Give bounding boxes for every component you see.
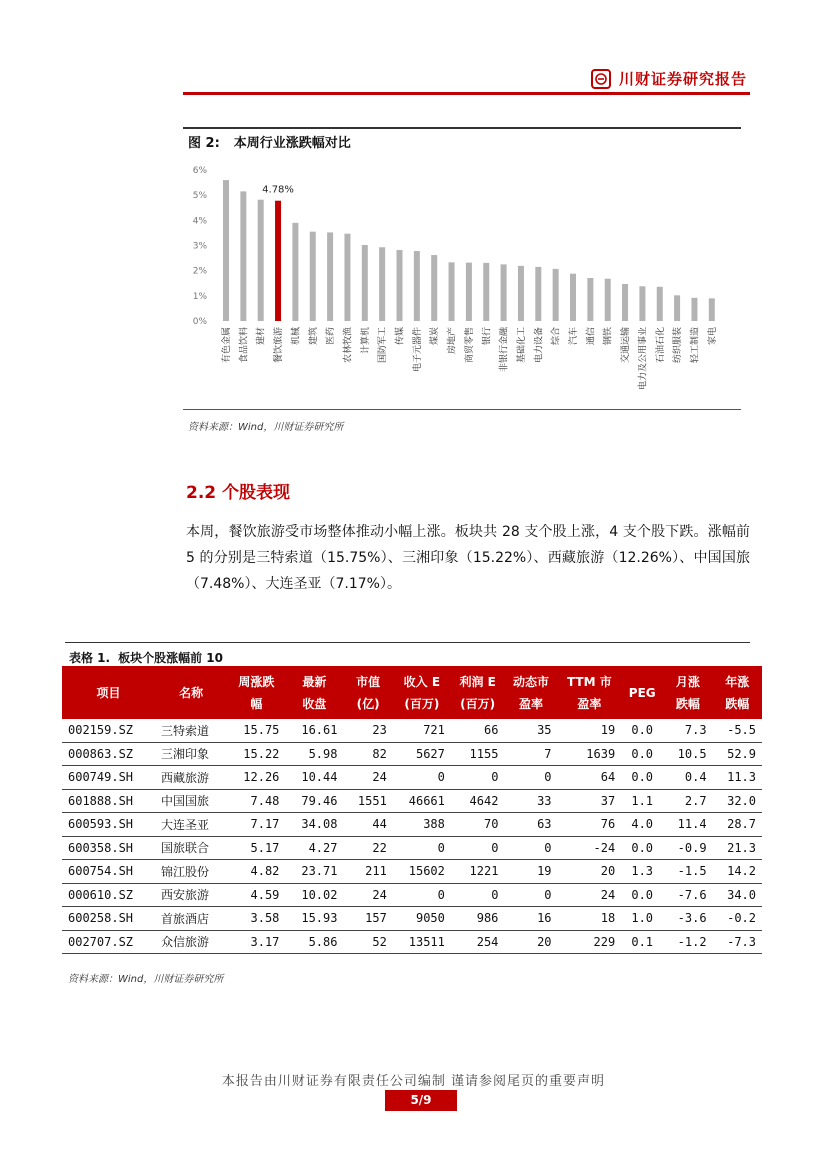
- table-cell: 002159.SZ: [62, 719, 155, 742]
- x-category-label: 农林牧渔: [343, 327, 354, 364]
- table-cell: 21.3: [713, 836, 762, 860]
- table-cell: 首旅酒店: [155, 907, 227, 931]
- table-caption: [69, 649, 223, 666]
- table-cell: 19: [504, 860, 557, 884]
- x-category-label: 医药: [326, 327, 337, 346]
- table-header-row: [62, 666, 762, 719]
- bar-18: [518, 266, 524, 321]
- bar-5: [292, 223, 298, 321]
- table-cell: 7.17: [227, 813, 285, 837]
- y-tick-label: 4%: [192, 216, 207, 227]
- x-category-label: 通信: [586, 327, 597, 346]
- table-cell: 52.9: [713, 742, 762, 766]
- table-cell: 0: [504, 766, 557, 790]
- table-cell: 52: [343, 930, 392, 954]
- table-cell: 4.82: [227, 860, 285, 884]
- table-cell: 13511: [393, 930, 451, 954]
- table-cell: 22: [343, 836, 392, 860]
- table-cell: 33: [504, 789, 557, 813]
- table-cell: 002707.SZ: [62, 930, 155, 954]
- column-header: 利润 E (百万): [451, 666, 505, 719]
- table-cell: 0: [504, 883, 557, 907]
- table-cell: 11.4: [663, 813, 712, 837]
- x-category-label: 电力及公用事业: [638, 327, 649, 391]
- table-cell: 西藏旅游: [155, 766, 227, 790]
- bar-11: [397, 250, 403, 321]
- table-cell: 79.46: [285, 789, 343, 813]
- table-cell: 1155: [451, 742, 505, 766]
- brand-title: 川财证券研究报告: [618, 70, 747, 88]
- table-cell: 37: [558, 789, 622, 813]
- table-cell: 46661: [393, 789, 451, 813]
- table-cell: 20: [504, 930, 557, 954]
- x-category-label: 国防军工: [378, 327, 389, 364]
- table-cell: 23.71: [285, 860, 343, 884]
- table-cell: -1.2: [663, 930, 712, 954]
- column-header: 市值 (亿): [343, 666, 392, 719]
- x-category-label: 电子元器件: [412, 327, 423, 373]
- table-cell: 西安旅游: [155, 883, 227, 907]
- table-cell: 1221: [451, 860, 505, 884]
- table-cell: 15.93: [285, 907, 343, 931]
- table-cell: 5.86: [285, 930, 343, 954]
- table-source: 资料来源：Wind，川财证券研究所: [68, 974, 224, 985]
- table-cell: 10.44: [285, 766, 343, 790]
- y-tick-label: 5%: [192, 191, 207, 202]
- table-cell: 35: [504, 719, 557, 742]
- table-cell: 600754.SH: [62, 860, 155, 884]
- table-row: [62, 836, 762, 860]
- table-cell: -1.5: [663, 860, 712, 884]
- bar-29: [709, 298, 715, 321]
- x-category-label: 计算机: [360, 327, 371, 355]
- table-cell: 三湘印象: [155, 742, 227, 766]
- x-category-label: 交通运输: [621, 327, 632, 364]
- bar-20: [553, 269, 559, 321]
- table-cell: 24: [343, 766, 392, 790]
- figure-caption: [188, 132, 351, 151]
- page-number: 5/9: [385, 1090, 457, 1111]
- bar-13: [431, 255, 437, 321]
- table-cell: 5627: [393, 742, 451, 766]
- bar-26: [657, 287, 663, 321]
- table-cell: 600358.SH: [62, 836, 155, 860]
- figure-title: 本周行业涨跌幅对比: [233, 136, 351, 151]
- table-row: [62, 907, 762, 931]
- table-cell: 0.0: [621, 883, 663, 907]
- table-cell: 5.17: [227, 836, 285, 860]
- column-header: 周涨跌 幅: [227, 666, 285, 719]
- x-category-label: 食品饮料: [239, 327, 250, 364]
- x-category-label: 家电: [707, 327, 718, 346]
- table-cell: 000863.SZ: [62, 742, 155, 766]
- table-cell: 66: [451, 719, 505, 742]
- table-cell: 18: [558, 907, 622, 931]
- bar-8: [344, 234, 350, 321]
- table-cell: 1.0: [621, 907, 663, 931]
- table-cell: 24: [558, 883, 622, 907]
- table-cell: 000610.SZ: [62, 883, 155, 907]
- table-cell: 三特索道: [155, 719, 227, 742]
- table-cell: 70: [451, 813, 505, 837]
- bar-15: [466, 263, 472, 321]
- table-cell: 15602: [393, 860, 451, 884]
- x-category-label: 煤炭: [430, 327, 441, 346]
- table-row: [62, 813, 762, 837]
- bar-16: [483, 263, 489, 321]
- report-header: [591, 68, 747, 89]
- bar-21: [570, 274, 576, 321]
- table-cell: 1.3: [621, 860, 663, 884]
- table-cell: 7.3: [663, 719, 712, 742]
- table-cell: 600593.SH: [62, 813, 155, 837]
- table-cell: 10.5: [663, 742, 712, 766]
- table-cell: 28.7: [713, 813, 762, 837]
- table-cell: 7.48: [227, 789, 285, 813]
- table-cell: 229: [558, 930, 622, 954]
- table-cell: 1551: [343, 789, 392, 813]
- column-header: TTM 市 盈率: [558, 666, 622, 719]
- table-row: [62, 789, 762, 813]
- table-cell: -0.2: [713, 907, 762, 931]
- bar-24: [622, 284, 628, 321]
- x-category-label: 餐饮旅游: [274, 327, 285, 364]
- table-cell: -0.9: [663, 836, 712, 860]
- table-cell: 4.0: [621, 813, 663, 837]
- table-cell: 0.0: [621, 766, 663, 790]
- table-cell: 20: [558, 860, 622, 884]
- table-cell: 76: [558, 813, 622, 837]
- column-header: 项目: [62, 666, 155, 719]
- x-category-label: 钢铁: [603, 327, 614, 346]
- x-category-label: 房地产: [447, 327, 458, 355]
- table-cell: 32.0: [713, 789, 762, 813]
- table-cell: 0.0: [621, 719, 663, 742]
- bar-9: [362, 245, 368, 321]
- column-header: 最新 收盘: [285, 666, 343, 719]
- table-cell: 34.0: [713, 883, 762, 907]
- top-stocks-table: [62, 666, 762, 954]
- y-tick-label: 2%: [192, 266, 207, 277]
- table-cell: 0: [504, 836, 557, 860]
- table-cell: 23: [343, 719, 392, 742]
- table-top-rule: [65, 642, 750, 643]
- table-cell: -5.5: [713, 719, 762, 742]
- x-category-label: 非银行金融: [499, 327, 510, 373]
- column-header: 月涨 跌幅: [663, 666, 712, 719]
- table-row: [62, 883, 762, 907]
- table-body: [62, 719, 762, 954]
- column-header: 动态市 盈率: [504, 666, 557, 719]
- table-cell: 14.2: [713, 860, 762, 884]
- table-cell: 24: [343, 883, 392, 907]
- table-cell: 0.0: [621, 836, 663, 860]
- company-logo-icon: [591, 69, 611, 89]
- table-row: [62, 766, 762, 790]
- bar-12: [414, 251, 420, 321]
- table-cell: 157: [343, 907, 392, 931]
- table-cell: 0.0: [621, 742, 663, 766]
- figure-source: 资料来源：Wind，川财证券研究所: [188, 422, 344, 433]
- x-category-label: 基础化工: [516, 327, 527, 364]
- y-tick-label: 6%: [192, 166, 207, 176]
- bar-23: [605, 279, 611, 321]
- highlight-data-label: 4.78%: [262, 184, 294, 196]
- table-cell: 0: [393, 883, 451, 907]
- table-cell: 1.1: [621, 789, 663, 813]
- table-cell: 5.98: [285, 742, 343, 766]
- column-header: 收入 E (百万): [393, 666, 451, 719]
- y-tick-label: 1%: [192, 291, 207, 302]
- table-cell: 34.08: [285, 813, 343, 837]
- table-cell: 3.58: [227, 907, 285, 931]
- table-cell: 44: [343, 813, 392, 837]
- x-category-label: 商贸零售: [464, 327, 475, 364]
- table-cell: 中国国旅: [155, 789, 227, 813]
- table-cell: 4.27: [285, 836, 343, 860]
- y-tick-label: 3%: [192, 241, 207, 252]
- table-cell: 211: [343, 860, 392, 884]
- x-category-label: 建筑: [308, 327, 319, 346]
- table-cell: 986: [451, 907, 505, 931]
- x-category-label: 电力设备: [534, 327, 545, 364]
- table-cell: 2.7: [663, 789, 712, 813]
- table-cell: 16: [504, 907, 557, 931]
- table-cell: 7: [504, 742, 557, 766]
- table-cell: 600749.SH: [62, 766, 155, 790]
- table-row: [62, 742, 762, 766]
- column-header: 名称: [155, 666, 227, 719]
- table-cell: -7.3: [713, 930, 762, 954]
- table-cell: -24: [558, 836, 622, 860]
- figure-bottom-rule: [183, 409, 741, 410]
- table-row: [62, 860, 762, 884]
- bar-25: [639, 286, 645, 321]
- table-cell: 1639: [558, 742, 622, 766]
- figure-label: 图 2:: [188, 136, 220, 151]
- table-cell: 15.22: [227, 742, 285, 766]
- table-cell: 大连圣亚: [155, 813, 227, 837]
- table-cell: -3.6: [663, 907, 712, 931]
- x-category-label: 综合: [551, 327, 562, 346]
- table-cell: 388: [393, 813, 451, 837]
- x-category-label: 汽车: [569, 327, 579, 346]
- table-cell: 19: [558, 719, 622, 742]
- table-row: [62, 719, 762, 742]
- bar-1: [223, 180, 229, 321]
- bar-17: [501, 264, 507, 321]
- table-cell: 15.75: [227, 719, 285, 742]
- table-cell: 3.17: [227, 930, 285, 954]
- table-cell: 64: [558, 766, 622, 790]
- table-cell: 0: [393, 836, 451, 860]
- table-cell: 82: [343, 742, 392, 766]
- header-divider: [183, 92, 750, 95]
- bar-4: [275, 201, 281, 321]
- table-cell: 众信旅游: [155, 930, 227, 954]
- x-category-label: 建材: [256, 327, 267, 346]
- table-cell: 601888.SH: [62, 789, 155, 813]
- footer-disclaimer: 本报告由川财证券有限责任公司编制 谨请参阅尾页的重要声明: [221, 1074, 606, 1089]
- x-category-label: 纺织服装: [673, 326, 684, 364]
- table-cell: 254: [451, 930, 505, 954]
- y-tick-label: 0%: [192, 317, 207, 327]
- table-cell: 0: [451, 766, 505, 790]
- x-category-label: 有色金属: [222, 327, 232, 364]
- x-category-label: 机械: [291, 327, 302, 346]
- x-category-label: 石油石化: [655, 327, 666, 364]
- bar-19: [535, 267, 541, 321]
- table-cell: 0: [451, 836, 505, 860]
- section-title: 2.2 个股表现: [186, 483, 291, 503]
- table-cell: 11.3: [713, 766, 762, 790]
- bar-14: [449, 262, 455, 321]
- table-label: 表格 1.: [69, 651, 111, 665]
- table-cell: 721: [393, 719, 451, 742]
- table-row: [62, 930, 762, 954]
- bar-3: [258, 200, 264, 321]
- bar-10: [379, 247, 385, 321]
- table-cell: 4642: [451, 789, 505, 813]
- column-header: 年涨 跌幅: [713, 666, 762, 719]
- table-title: 板块个股涨幅前 10: [118, 651, 223, 665]
- table-cell: 12.26: [227, 766, 285, 790]
- industry-change-bar-chart: [183, 150, 743, 405]
- table-cell: 国旅联合: [155, 836, 227, 860]
- table-cell: 0.4: [663, 766, 712, 790]
- bar-22: [587, 278, 593, 321]
- bar-27: [674, 295, 680, 321]
- x-category-label: 银行: [482, 327, 493, 346]
- column-header: PEG: [621, 666, 663, 719]
- table-cell: 9050: [393, 907, 451, 931]
- bar-28: [691, 298, 697, 321]
- table-cell: 0: [393, 766, 451, 790]
- bar-7: [327, 232, 333, 321]
- bar-6: [310, 232, 316, 321]
- table-cell: 0.1: [621, 930, 663, 954]
- table-cell: 600258.SH: [62, 907, 155, 931]
- table-cell: -7.6: [663, 883, 712, 907]
- table-cell: 锦江股份: [155, 860, 227, 884]
- figure-top-rule: [183, 127, 741, 129]
- x-category-label: 轻工制造: [690, 327, 701, 364]
- table-cell: 4.59: [227, 883, 285, 907]
- table-cell: 16.61: [285, 719, 343, 742]
- table-cell: 10.02: [285, 883, 343, 907]
- table-cell: 0: [451, 883, 505, 907]
- section-paragraph: 本周，餐饮旅游受市场整体推动小幅上涨。板块共 28 支个股上涨，4 支个股下跌。涨幅前 5 的分别是三特索道（15.75%）、三湘印象（15.22%）、西藏旅游（12.26%）、中国国旅（7.48%）、大连圣亚（7.17%）。: [186, 524, 750, 592]
- bar-2: [240, 191, 246, 321]
- table-cell: 63: [504, 813, 557, 837]
- x-category-label: 传媒: [395, 327, 406, 346]
